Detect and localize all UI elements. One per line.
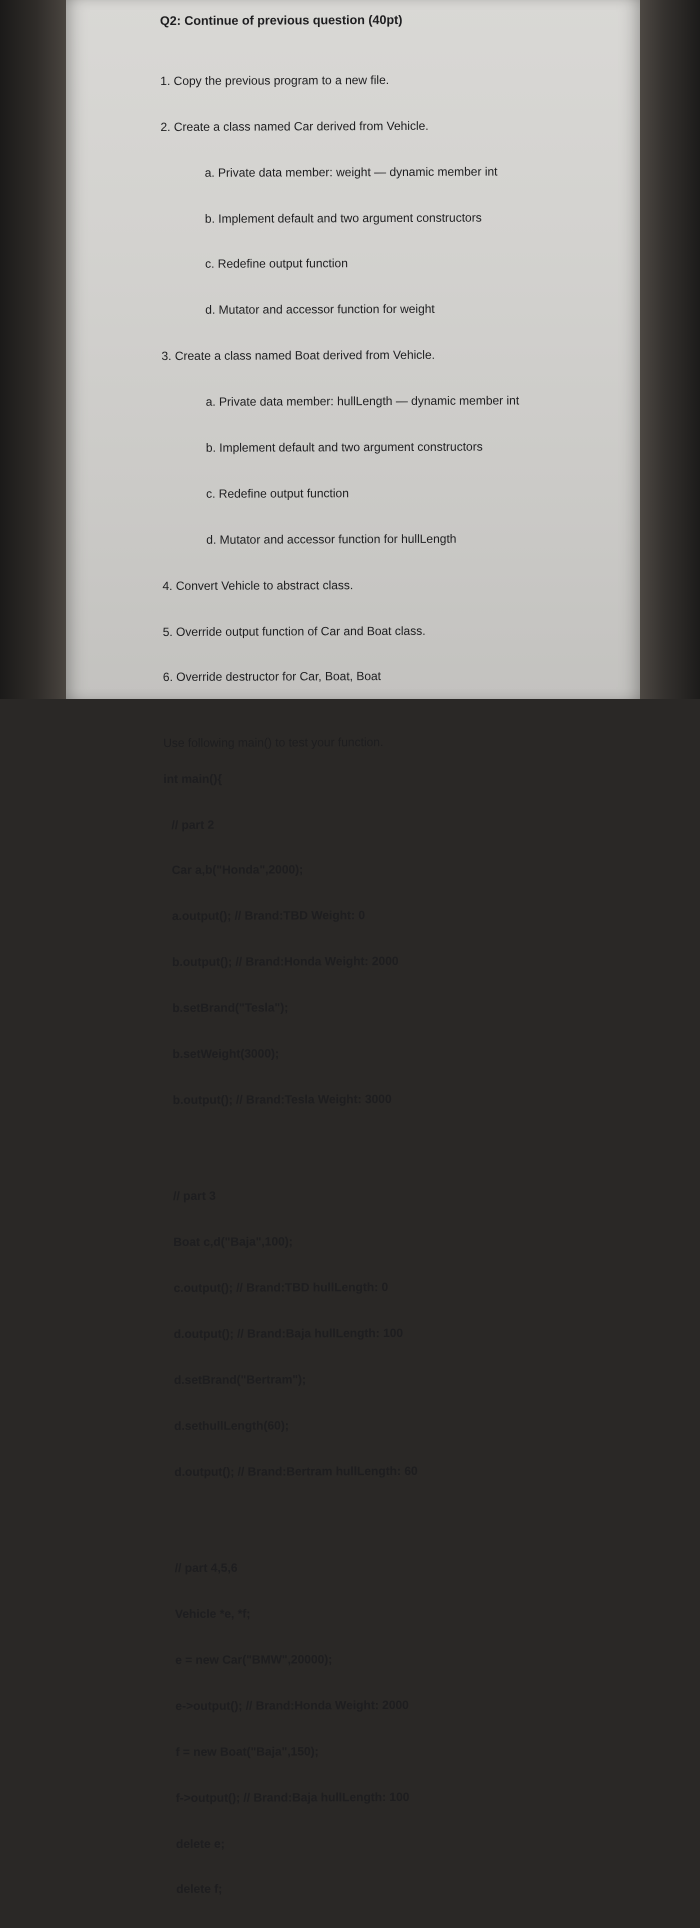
task-item: 1. Copy the previous program to a new file. (160, 72, 390, 88)
instruction-text: Use following main() to test your function. (163, 735, 384, 751)
code-line: f = new Boat("Baja",150); (175, 1744, 319, 1759)
task-item: 5. Override output function of Car and Boat class. (162, 623, 426, 639)
subtask-item: d. Mutator and accessor function for hullLength (206, 531, 457, 547)
code-line: Boat c,d("Baja",100); (173, 1234, 293, 1250)
task-item: 6. Override destructor for Car, Boat, Boat (162, 669, 382, 685)
subtask-item: d. Mutator and accessor function for weight (205, 302, 435, 318)
code-line: f->output(); // Brand:Baja hullLength: 100 (175, 1789, 410, 1805)
photo-right-edge (640, 0, 700, 699)
subtask-item: b. Implement default and two argument constructors (204, 210, 482, 226)
code-line: Vehicle *e, *f; (174, 1606, 251, 1622)
code-line: delete e; (175, 1836, 225, 1851)
code-line: // part 3 (173, 1189, 216, 1204)
code-line: b.setBrand("Tesla"); (172, 1000, 289, 1016)
code-line: b.output(); // Brand:Honda Weight: 2000 (172, 954, 399, 970)
subtask-item: c. Redefine output function (206, 486, 349, 501)
code-line: e = new Car("BMW",20000); (175, 1652, 333, 1667)
subtask-item: c. Redefine output function (205, 256, 348, 272)
code-line: d.output(); // Brand:Bertram hullLength: 60 (174, 1463, 418, 1479)
code-line: d.output(); // Brand:Baja hullLength: 100 (173, 1325, 404, 1341)
subtask-item: b. Implement default and two argument constructors (205, 439, 483, 455)
code-line: b.output(); // Brand:Tesla Weight: 3000 (172, 1091, 392, 1107)
code-block-part2 (163, 785, 605, 1139)
code-block-part456 (167, 1529, 609, 1928)
code-line: e->output(); // Brand:Honda Weight: 2000 (175, 1697, 409, 1713)
question-title: Q2: Continue of previous question (40pt) (160, 12, 403, 28)
code-line: d.sethullLength(60); (174, 1418, 289, 1433)
code-line: // part 2 (171, 817, 215, 832)
task-item: 3. Create a class named Boat derived from Vehicle. (161, 348, 436, 364)
code-main-header: int main(){ (163, 771, 223, 786)
task-item: 2. Create a class named Car derived from Vehicle. (160, 118, 429, 134)
code-line: // part 4,5,6 (174, 1560, 238, 1576)
subtask-item: a. Private data member: weight — dynamic member int (204, 164, 498, 180)
photo-left-edge (0, 0, 66, 699)
code-line: c.output(); // Brand:TBD hullLength: 0 (173, 1280, 389, 1296)
code-line: b.setWeight(3000); (172, 1046, 280, 1061)
task-item: 4. Convert Vehicle to abstract class. (162, 577, 354, 593)
code-line: d.setBrand("Bertram"); (173, 1372, 307, 1387)
code-line: delete f; (176, 1882, 223, 1897)
code-line: a.output(); // Brand:TBD Weight: 0 (171, 908, 366, 924)
code-block-part3 (165, 1157, 607, 1511)
code-line: Car a,b("Honda",2000); (171, 862, 304, 878)
assignment-document (160, 12, 608, 1928)
subtask-item: a. Private data member: hullLength — dynamic member int (205, 393, 520, 409)
task-list (160, 41, 603, 716)
